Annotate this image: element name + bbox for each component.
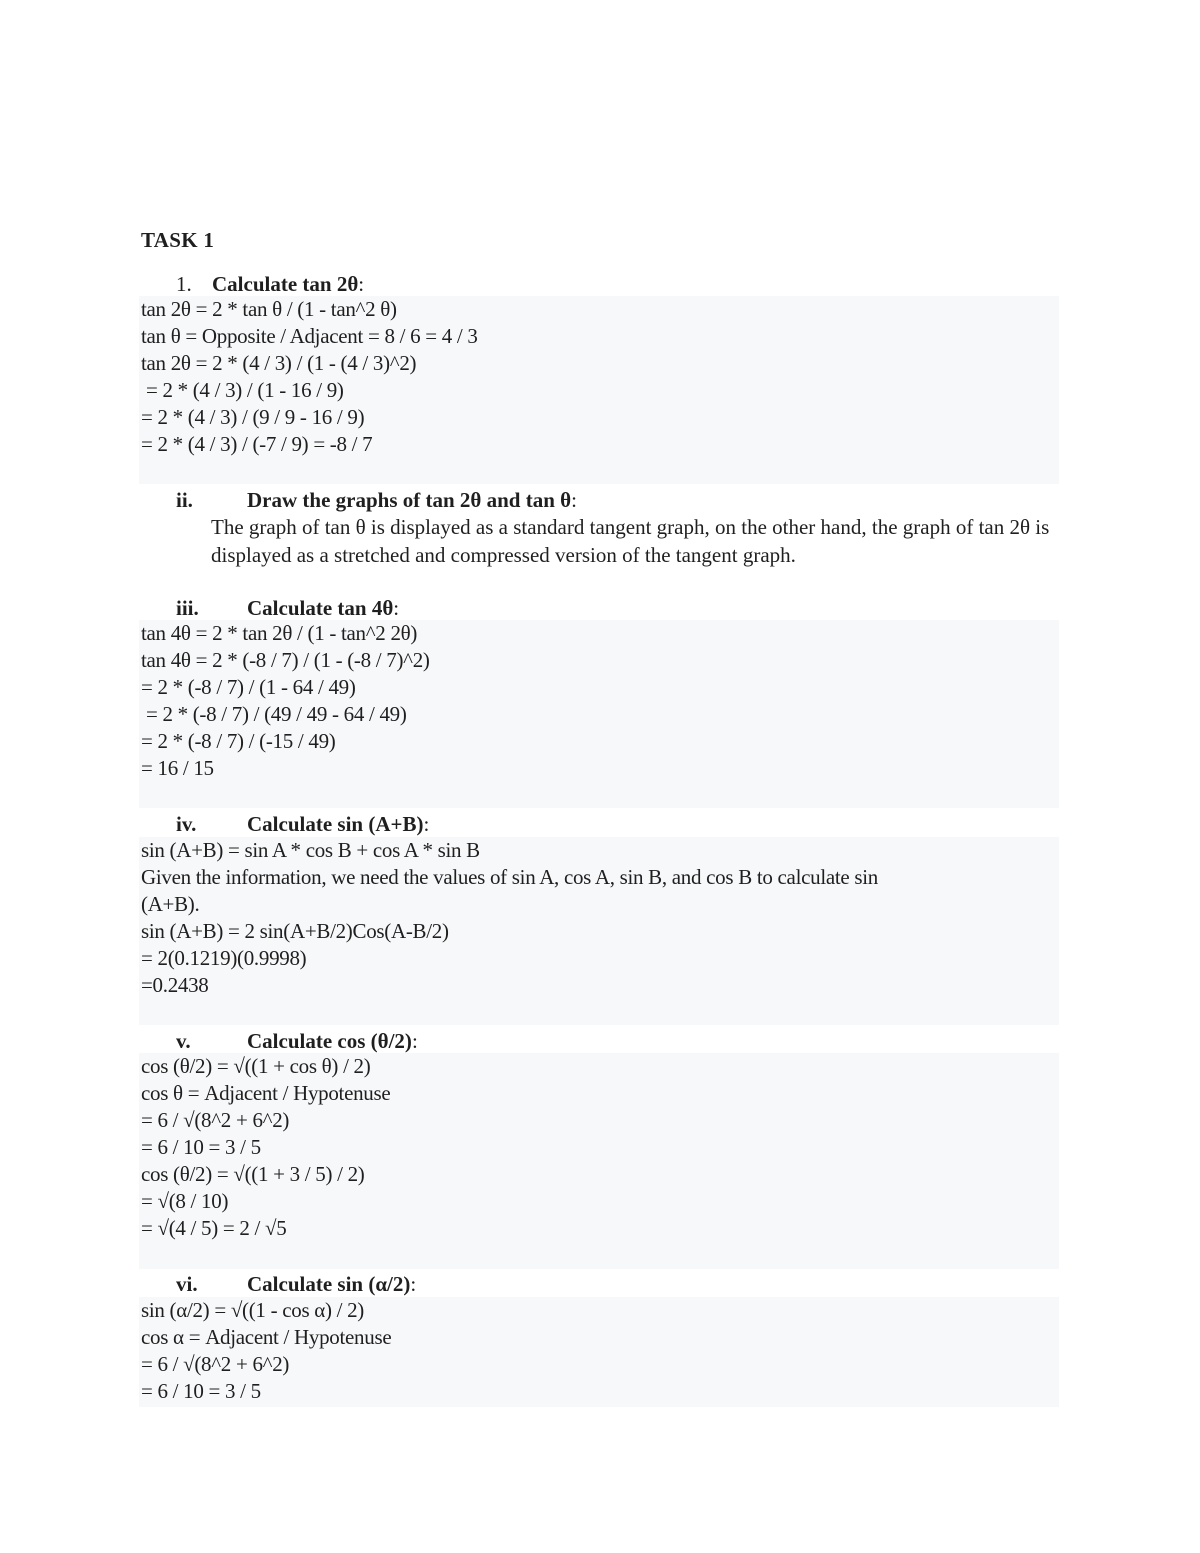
- equation-line: cos α = Adjacent / Hypotenuse: [141, 1325, 392, 1349]
- equation-line: = 2 * (-8 / 7) / (1 - 64 / 49): [141, 675, 356, 699]
- equation-line: = 16 / 15: [141, 756, 214, 780]
- equation-line: Given the information, we need the values of sin A, cos A, sin B, and cos B to calculate sin: [141, 865, 878, 889]
- equation-line: = 6 / 10 = 3 / 5: [141, 1379, 261, 1403]
- equation-line: sin (A+B) = 2 sin(A+B/2)Cos(A-B/2): [141, 919, 449, 943]
- equation-line: = √(8 / 10): [141, 1189, 229, 1213]
- section-marker: iii.: [176, 596, 199, 620]
- calculation-block-4: [139, 837, 1059, 1025]
- equation-line: tan 2θ = 2 * (4 / 3) / (1 - (4 / 3)^2): [141, 351, 417, 375]
- equation-line: =0.2438: [141, 973, 209, 997]
- graph-description: The graph of tan θ is displayed as a standard tangent graph, on the other hand, the graph of tan 2θ is displayed as a stretched and compressed version of the tangent graph.: [211, 515, 1050, 567]
- equation-line: tan 4θ = 2 * tan 2θ / (1 - tan^2 2θ): [141, 621, 418, 645]
- section-title: Calculate sin (α/2): [247, 1272, 411, 1296]
- document-page: TASK 1 1. Calculate tan 2θ: tan 2θ = 2 * tan θ / (1 - tan^2 θ) tan θ = Opposite / Adjacent = 8 / 6 = 4 / 3 tan 2θ = 2 * (4 / 3) / (1 - (4 / 3)^2) = 2 * (4 / 3) / (1 - 16 / 9) = 2 * (4 / 3) / (9 / 9 - 16 / 9) = 2 * (4 / 3) / (-7 / 9) = -8 / 7 ii. Draw the graphs of tan 2θ and tan θ: The graph of tan θ is displayed as a standard tangent graph, on the other hand, the graph of tan 2θ is displayed as a stretched and compressed version of the tangent graph. iii. Calculate tan 4θ: tan 4θ = 2 * tan 2θ / (1 - tan^2 2θ) tan 4θ = 2 * (-8 / 7) / (1 - (-8 / 7)^2) = 2 * (-8 / 7) / (1 - 64 / 49) = 2 * (-8 / 7) / (49 / 49 - 64 / 49) = 2 * (-8 / 7) / (-15 / 49) = 16 / 15 iv. Calculate sin (A+B): sin (A+B) = sin A * cos B + cos A * sin B Given the information, we need the values of sin A, cos A, sin B, and cos B to calculate sin (A+B). sin (A+B) = 2 sin(A+B/2)Cos(A-B/2) = 2(0.1219)(0.9998) =0.2438 v. Calculate cos (θ/2): cos (θ/2) = √((1 + cos θ) / 2) cos θ = Adjacent / Hypotenuse = 6 / √(8^2 + 6^2) = 6 / 10 = 3 / 5 cos (θ/2) = √((1 + 3 / 5) / 2) = √(8 / 10) = √(4 / 5) = 2 / √5 vi. Calculate sin (α/2): sin (α/2) = √((1 - cos α) / 2) cos α = Adjacent / Hypotenuse = 6 / √(8^2 + 6^2) = 6 / 10 = 3 / 5: [0, 0, 1200, 1553]
- equation-line: = 6 / √(8^2 + 6^2): [141, 1108, 290, 1132]
- equation-line: sin (A+B) = sin A * cos B + cos A * sin B: [141, 838, 480, 862]
- equation-line: = 2 * (4 / 3) / (-7 / 9) = -8 / 7: [141, 432, 373, 456]
- section-title: Calculate tan 2θ: [212, 272, 359, 296]
- task-title: TASK 1: [141, 228, 215, 252]
- calculation-block-5: [139, 1053, 1059, 1269]
- equation-line: tan θ = Opposite / Adjacent = 8 / 6 = 4 / 3: [141, 324, 478, 348]
- equation-line: tan 2θ = 2 * tan θ / (1 - tan^2 θ): [141, 297, 397, 321]
- section-marker: v.: [176, 1029, 191, 1053]
- calculation-block-3: [139, 620, 1059, 808]
- calculation-block-1: [139, 296, 1059, 484]
- equation-line: = 2 * (-8 / 7) / (49 / 49 - 64 / 49): [141, 702, 407, 726]
- equation-line: = 2 * (-8 / 7) / (-15 / 49): [141, 729, 336, 753]
- section-title: Calculate cos (θ/2): [247, 1029, 412, 1053]
- equation-line: cos (θ/2) = √((1 + 3 / 5) / 2): [141, 1162, 365, 1186]
- equation-line: = 2(0.1219)(0.9998): [141, 946, 307, 970]
- equation-line: cos (θ/2) = √((1 + cos θ) / 2): [141, 1054, 371, 1078]
- equation-line: = 2 * (4 / 3) / (1 - 16 / 9): [141, 378, 344, 402]
- equation-line: = 2 * (4 / 3) / (9 / 9 - 16 / 9): [141, 405, 365, 429]
- equation-line: tan 4θ = 2 * (-8 / 7) / (1 - (-8 / 7)^2): [141, 648, 430, 672]
- section-marker: iv.: [176, 812, 197, 836]
- section-marker: 1.: [176, 272, 192, 296]
- equation-line: = 6 / 10 = 3 / 5: [141, 1135, 261, 1159]
- equation-line: = √(4 / 5) = 2 / √5: [141, 1216, 287, 1240]
- equation-line: sin (α/2) = √((1 - cos α) / 2): [141, 1298, 364, 1322]
- section-title: Calculate sin (A+B): [247, 812, 424, 836]
- section-marker: vi.: [176, 1272, 198, 1296]
- section-title: Calculate tan 4θ: [247, 596, 394, 620]
- equation-line: = 6 / √(8^2 + 6^2): [141, 1352, 290, 1376]
- equation-line: (A+B).: [141, 892, 200, 916]
- equation-line: cos θ = Adjacent / Hypotenuse: [141, 1081, 391, 1105]
- section-marker: ii.: [176, 488, 193, 512]
- section-title: Draw the graphs of tan 2θ and tan θ: [247, 488, 572, 512]
- calculation-block-6: [139, 1297, 1059, 1407]
